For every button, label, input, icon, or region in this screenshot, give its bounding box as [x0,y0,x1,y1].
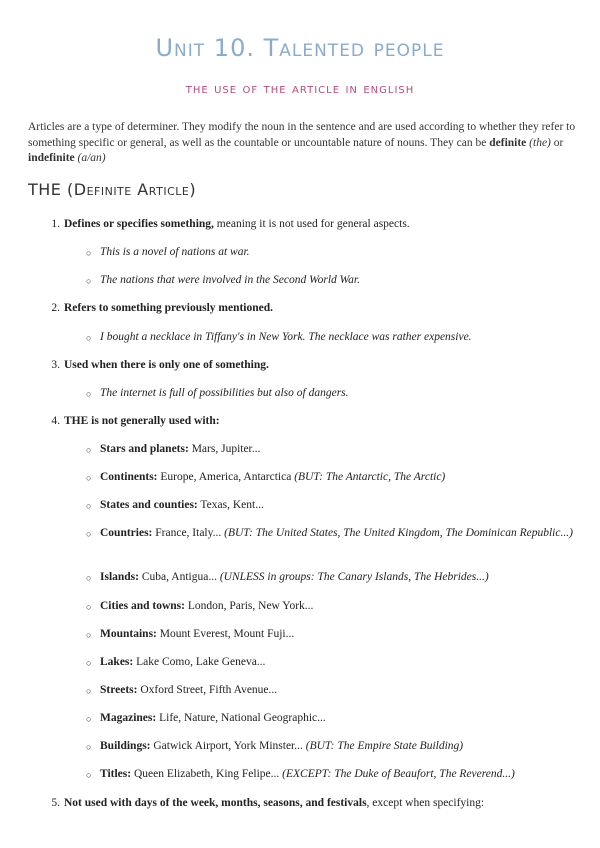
point-number: 5. [51,797,60,809]
intro-definite: definite [489,136,527,149]
intro-indefinite-example: (a/an) [77,152,106,164]
rule-item: Lakes: Lake Como, Lake Geneva... [100,656,266,668]
point-bold: Not used with days of the week, months, seasons, and festivals [64,797,367,809]
rule-item: Continents: Europe, America, Antarctica (BUT: The Antarctic, The Arctic) [100,471,446,483]
rule-item: Islands: Cuba, Antigua... (UNLESS in groups: The Canary Islands, The Hebrides...) [100,571,489,583]
point-rest: , except when specifying: [366,797,485,809]
example-item: This is a novel of nations at war. [100,246,250,258]
bullet-icon: ○ [86,686,92,696]
rule-item: Stars and planets: Mars, Jupiter... [100,443,261,455]
rule-item: Magazines: Life, Nature, National Geographic... [100,712,326,724]
point-2 [64,301,576,316]
bullet-icon: ○ [86,276,92,286]
rule-item: States and counties: Texas, Kent... [100,499,264,511]
rule-item: Cities and towns: London, Paris, New York... [100,600,314,612]
page-subtitle: the use of the article in english [185,81,415,97]
rule-item: Buildings: Gatwick Airport, York Minster... (BUT: The Empire State Building) [100,740,464,752]
bullet-icon: ○ [86,473,92,483]
bullet-icon: ○ [86,333,92,343]
point-bold: Used when there is only one of something. [64,359,269,371]
bullet-icon: ○ [86,742,92,752]
example-item: The nations that were involved in the Second World War. [100,274,361,286]
point-bold: Defines or specifies something, [64,218,214,230]
bullet-icon: ○ [86,602,92,612]
rule-item: Countries: France, Italy... (BUT: The United States, The United Kingdom, The Dominican Republic...) [100,527,573,539]
point-bold: THE is not generally used with: [64,415,220,427]
intro-indefinite: indefinite [28,152,75,164]
point-number: 3. [51,359,60,371]
point-number: 1. [51,218,60,230]
bullet-icon: ○ [86,501,92,511]
point-1 [64,217,576,232]
intro-paragraph [28,120,576,167]
point-rest: meaning it is not used for general aspects. [213,218,410,230]
bullet-icon: ○ [86,630,92,640]
example-item: The internet is full of possibilities but also of dangers. [100,387,349,399]
point-bold: Refers to something previously mentioned. [64,302,274,314]
intro-or: or [550,136,564,149]
page-title: Unit 10. Talented people [155,34,445,62]
point-number: 2. [51,302,60,314]
point-5 [64,796,576,811]
bullet-icon: ○ [86,445,92,455]
point-3 [64,358,576,373]
rule-item: Titles: Queen Elizabeth, King Felipe... (EXCEPT: The Duke of Beaufort, The Reverend...) [100,768,515,780]
bullet-icon: ○ [86,770,92,780]
example-item: I bought a necklace in Tiffany's in New York. The necklace was rather expensive. [100,331,472,343]
bullet-icon: ○ [86,529,92,539]
point-number: 4. [51,415,60,427]
intro-definite-example: (the) [529,136,551,149]
point-4 [64,414,576,429]
bullet-icon: ○ [86,248,92,258]
section-heading: THE (Definite Article) [28,180,197,199]
rule-item: Streets: Oxford Street, Fifth Avenue... [100,684,278,696]
bullet-icon: ○ [86,658,92,668]
bullet-icon: ○ [86,714,92,724]
bullet-icon: ○ [86,573,92,583]
bullet-icon: ○ [86,389,92,399]
rule-item: Mountains: Mount Everest, Mount Fuji... [100,628,295,640]
intro-text: Articles are a type of determiner. They modify the noun in the sentence and are used according to whether they refer to something specific or general, as well as the countable or uncountable nature of nouns. They can be [28,121,576,149]
